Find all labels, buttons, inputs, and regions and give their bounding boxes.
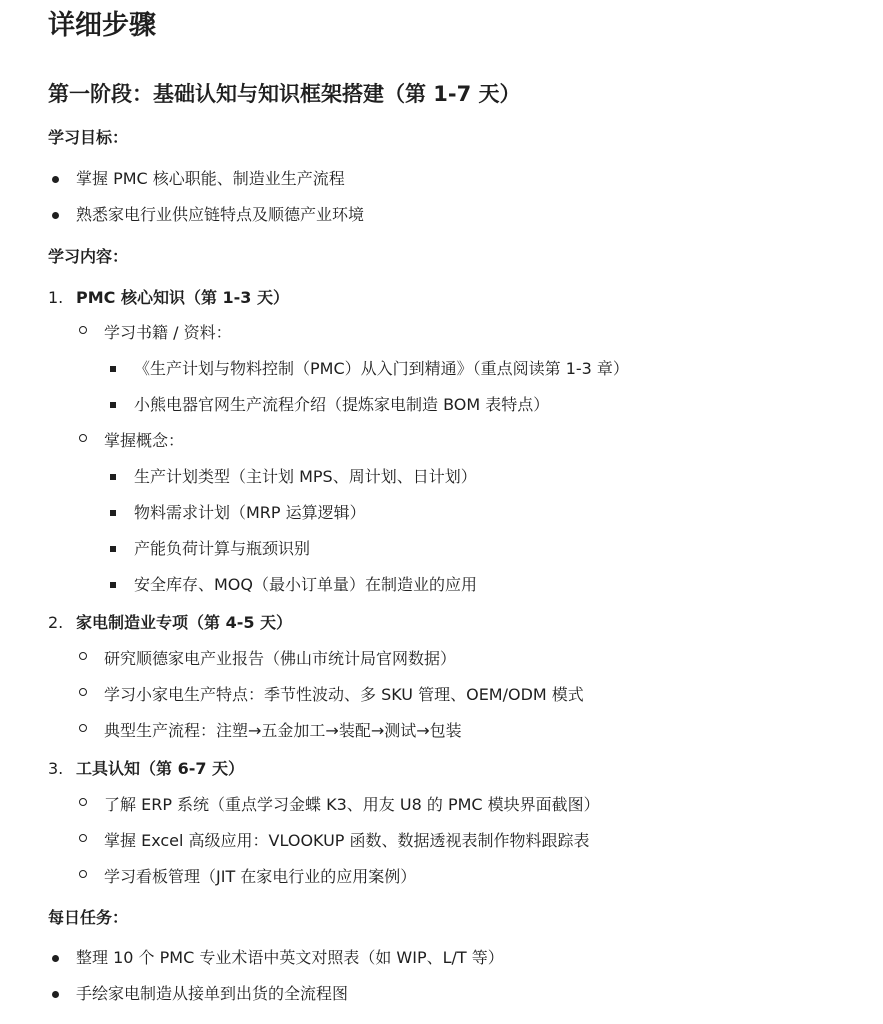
list-number: 1. — [48, 288, 64, 307]
list-item: 研究顺德家电产业报告（佛山市统计局官网数据） — [104, 649, 457, 668]
bullet-square — [110, 510, 116, 516]
list-item: 学习看板管理（JIT 在家电行业的应用案例） — [104, 867, 417, 886]
list-item: 了解 ERP 系统（重点学习金蝶 K3、用友 U8 的 PMC 模块界面截图） — [104, 795, 600, 814]
bullet-square — [110, 546, 116, 552]
daily-item: 整理 10 个 PMC 专业术语中英文对照表（如 WIP、L/T 等） — [76, 948, 504, 967]
bullet-disc — [52, 991, 59, 998]
list-item: 学习书籍 / 资料： — [104, 323, 232, 342]
section-title: 工具认知（第 6-7 天） — [76, 759, 245, 778]
daily-item: 手绘家电制造从接单到出货的全流程图 — [76, 984, 349, 1003]
phase-heading: 第一阶段：基础认知与知识框架搭建（第 1-7 天） — [48, 82, 521, 106]
content-label: 学习内容： — [48, 247, 129, 266]
list-item: 产能负荷计算与瓶颈识别 — [134, 539, 311, 558]
bullet-square — [110, 582, 116, 588]
list-item: 典型生产流程：注塑→五金加工→装配→测试→包装 — [104, 721, 462, 740]
bullet-disc — [52, 212, 59, 219]
daily-label: 每日任务： — [48, 908, 129, 927]
list-item: 掌握 Excel 高级应用：VLOOKUP 函数、数据透视表制作物料跟踪表 — [104, 831, 590, 850]
list-item: 《生产计划与物料控制（PMC）从入门到精通》（重点阅读第 1-3 章） — [134, 359, 629, 378]
bullet-circle — [79, 724, 87, 732]
bullet-circle — [79, 652, 87, 660]
list-item: 掌握概念： — [104, 431, 185, 450]
list-item: 学习小家电生产特点：季节性波动、多 SKU 管理、OEM/ODM 模式 — [104, 685, 584, 704]
bullet-circle — [79, 326, 87, 334]
bullet-circle — [79, 798, 87, 806]
bullet-square — [110, 474, 116, 480]
section-title: 家电制造业专项（第 4-5 天） — [76, 613, 293, 632]
bullet-square — [110, 402, 116, 408]
bullet-circle — [79, 688, 87, 696]
goals-label: 学习目标： — [48, 128, 129, 147]
list-number: 3. — [48, 759, 64, 778]
bullet-disc — [52, 176, 59, 183]
list-number: 2. — [48, 613, 64, 632]
bullet-circle — [79, 870, 87, 878]
goal-item: 掌握 PMC 核心职能、制造业生产流程 — [76, 169, 345, 188]
goal-item: 熟悉家电行业供应链特点及顺德产业环境 — [76, 205, 365, 224]
bullet-square — [110, 366, 116, 372]
bullet-circle — [79, 434, 87, 442]
page-title: 详细步骤 — [48, 10, 156, 41]
list-item: 小熊电器官网生产流程介绍（提炼家电制造 BOM 表特点） — [134, 395, 550, 414]
list-item: 物料需求计划（MRP 运算逻辑） — [134, 503, 366, 522]
list-item: 安全库存、MOQ（最小订单量）在制造业的应用 — [134, 575, 477, 594]
bullet-disc — [52, 955, 59, 962]
list-item: 生产计划类型（主计划 MPS、周计划、日计划） — [134, 467, 477, 486]
section-title: PMC 核心知识（第 1-3 天） — [76, 288, 290, 307]
bullet-circle — [79, 834, 87, 842]
